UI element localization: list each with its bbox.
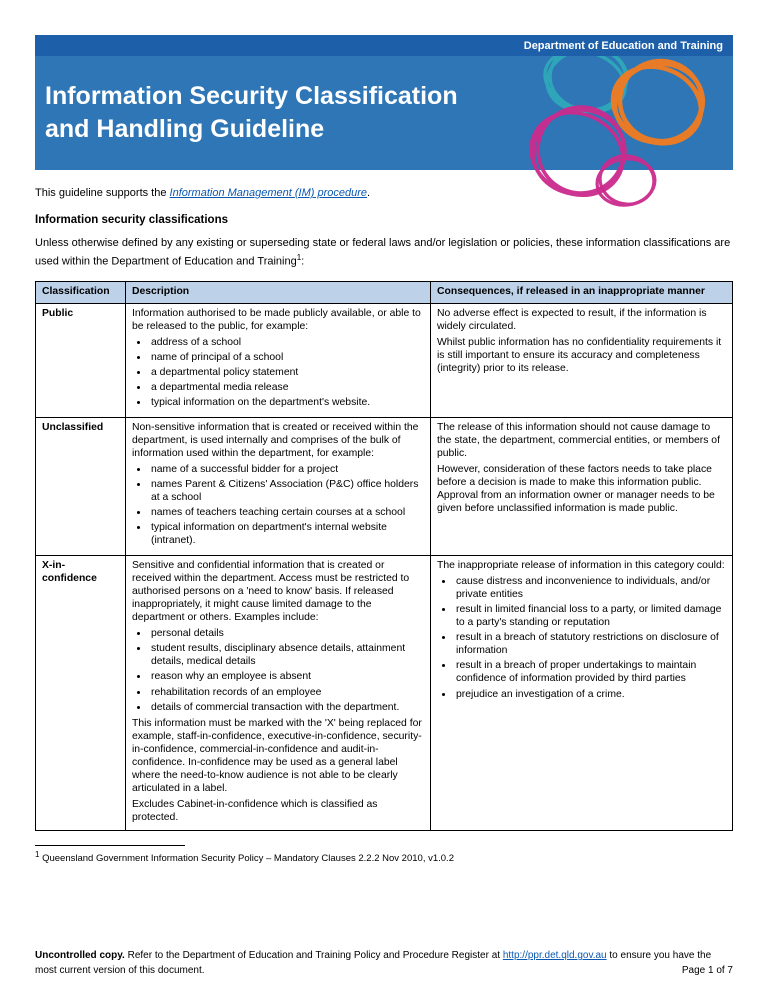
department-bar [35,35,733,56]
intro-suffix: . [367,187,371,199]
table-header-row [36,281,733,303]
bullet-item: • student results, disciplinary absence details, attainment details, medical details [149,642,424,668]
document-title [35,56,733,145]
description-cell [126,555,431,830]
department-name: Department of Education and Training [523,39,723,52]
bullet-item: • personal details [149,627,424,640]
bullet-list [132,627,424,714]
bullet-item: • a departmental media release [149,381,424,394]
consequences-paragraph: The release of this information should not cause damage to the state, the department, commercial entities, or members of public. [437,421,720,459]
consequences-paragraph: Whilst public information has no confidentiality requirements it is still important to ensure its accuracy and completeness (integrity) prior to its release. [437,336,722,375]
page-footer [35,949,733,978]
classification-cell: Public [36,303,126,417]
footer-text-before-link: Refer to the Department of Education and Training Policy and Procedure Register at [124,950,503,961]
bullet-item: • address of a school [149,336,424,349]
classification-cell: Unclassified [36,417,126,555]
bullet-item: • result in a breach of proper undertakings to maintain confidence of information provided by third parties [454,659,726,685]
consequences-paragraph: However, consideration of these factors needs to take place before a decision is made to make this information public. Approval from an information owner or manager needs to be given before unclassified information is made public. [437,463,715,515]
description-cell [126,303,431,417]
consequences-cell [431,417,733,555]
bullet-item: • a departmental policy statement [149,366,424,379]
title-line-2: and Handling Guideline [45,114,325,143]
consequences-cell [431,555,733,830]
title-banner [35,56,733,170]
title-line-1: Information Security Classification [45,82,458,110]
classification-cell: X-in-confidence [36,555,126,830]
intro-text: This guideline supports the [35,187,170,199]
intro-paragraph [35,187,733,199]
bullet-item: • typical information on the department's website. [149,396,424,409]
bullet-item: • rehabilitation records of an employee [149,686,424,699]
footnote-number: 1 [35,849,40,859]
bullet-item: • names of teachers teaching certain courses at a school [149,506,424,519]
column-header-consequences: Consequences, if released in an inappropriate manner [431,281,733,303]
bullet-item: • result in a breach of statutory restrictions on disclosure of information [454,631,726,657]
bullet-item: • name of a successful bidder for a project [149,463,424,476]
footnote-divider [35,845,185,846]
description-paragraph: Excludes Cabinet-in-confidence which is classified as protected. [132,799,378,824]
lead-paragraph [35,235,733,270]
ppr-register-link[interactable]: http://ppr.det.qld.gov.au [502,950,607,961]
column-header-description: Description [126,281,431,303]
document-header [35,35,733,170]
page-content [35,35,733,864]
bullet-item: • reason why an employee is absent [149,670,424,683]
footer-text-after-link: to ensure you have the most current version of this document. [35,950,712,976]
description-intro: Non-sensitive information that is created or received within the department, is used internally and comprises of the bulk of information used within the department, for example: [132,421,419,459]
bullet-list [437,575,726,701]
description-intro: Information authorised to be made publicly available, or able to be released to the public, for example: [132,307,421,332]
bullet-item: • names Parent & Citizens' Association (P&C) office holders at a school [149,478,424,504]
table-row [36,303,733,417]
uncontrolled-copy-label: Uncontrolled copy. [35,950,125,961]
bullet-item: • prejudice an investigation of a crime. [454,688,726,701]
footnote [35,850,733,864]
consequences-paragraph: No adverse effect is expected to result, if the information is widely circulated. [437,307,707,332]
bullet-item: • result in limited financial loss to a party, or limited damage to a party's standing or reputation [454,603,726,629]
consequences-cell [431,303,733,417]
table-row [36,417,733,555]
bullet-item: • cause distress and inconvenience to individuals, and/or private entities [454,575,726,601]
description-intro: Sensitive and confidential information that is created or received within the department. Access must be restricted to authorised persons on a 'need to know' basis. If released inappropriately, it might cause limited damage to the department or others. Examples include: [132,559,410,623]
classification-table [35,281,733,831]
bullet-item: • details of commercial transaction with the department. [149,701,424,714]
footnote-text: Queensland Government Information Security Policy – Mandatory Clauses 2.2.2 Nov 2010, v1.0.2 [39,852,454,864]
classification-table-body [36,303,733,830]
footnote-reference: 1 [296,252,302,262]
bullet-list [132,336,424,410]
description-paragraph: This information must be marked with the 'X' being replaced for example, staff-in-confidence, executive-in-confidence, security-in-confidence, commercial-in-confidence and audit-in-confidence. In-confidence may be used as a general label where the need-to-know audience is not able to be clearly articulated in a label. [132,717,422,795]
im-procedure-link[interactable]: Information Management (IM) procedure [169,187,368,199]
lead-tail: : [301,255,305,268]
column-header-classification: Classification [36,281,126,303]
bullet-item: • typical information on department's internal website (intranet). [149,521,424,547]
bullet-list [132,463,424,548]
magenta-small-scribble-circle [594,151,659,209]
description-cell [126,417,431,555]
lead-text: Unless otherwise defined by any existing or superseding state or federal laws and/or legislation or policies, these information classifications are used within the Department of Education and Training [35,237,731,268]
consequences-paragraph: The inappropriate release of information in this category could: [437,559,725,571]
table-row [36,555,733,830]
page-number: Page 1 of 7 [681,964,733,976]
bullet-item: • name of principal of a school [149,351,424,364]
section-heading: Information security classifications [35,214,229,226]
